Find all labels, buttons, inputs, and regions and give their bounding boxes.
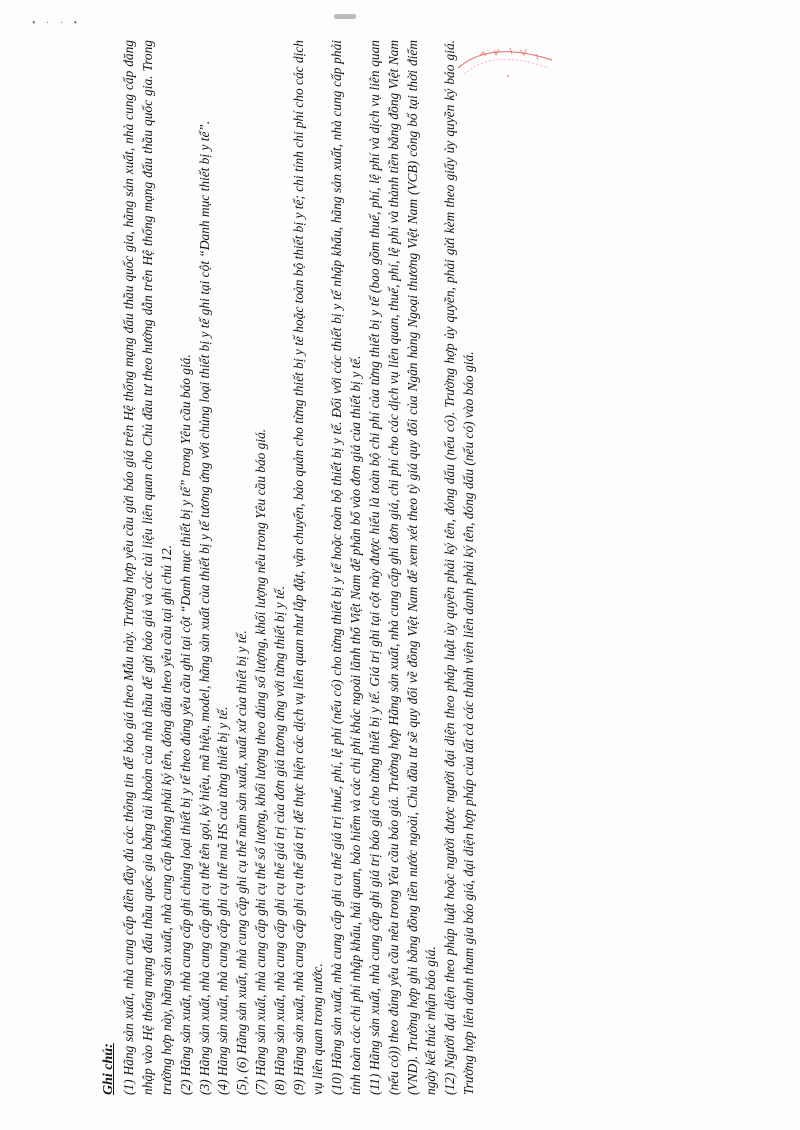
note-12: (12) Người đại diện theo pháp luật hoặc người được người đại diện theo pháp luật ủy quyền phải ký tên, đóng dấu (nếu có). Trường hợp ủy quyền, phải gửi kèm theo giấy ủy quyền ký báo giá. Trường hợp liên danh tham gia báo giá, đại diện hợp pháp của tất cả các thành viên liên danh phải ký tên, đóng dấu (nếu có) vào báo giá. (442, 40, 477, 1095)
note-4: (4) Hãng sản xuất, nhà cung cấp ghi cụ thể mã HS của từng thiết bị y tế. (215, 706, 231, 1095)
note-2: (2) Hãng sản xuất, nhà cung cấp ghi chủng loại thiết bị y tế theo đúng yêu cầu ghi tại cột “Danh mục thiết bị y tế” trong Yêu cầu báo giá. (177, 354, 193, 1095)
corner-marks: • · · • (32, 18, 82, 29)
notes-heading: Ghi chú: (101, 1043, 116, 1095)
note-10: (10) Hãng sản xuất, nhà cung cấp ghi cụ thể giá trị thuế, phí, lệ phí (nếu có) cho từng thiết bị y tế hoặc toàn bộ thiết bị y tế. Đối với các thiết bị y tế nhập khẩu, hãng sản xuất, nhà cung cấp phải tính toàn các chi phí nhập khẩu, hải quan, bảo hiểm và các chi phí khác ngoài lãnh thổ Việt Nam để phân bổ vào đơn giá của thiết bị y tế. (328, 40, 363, 1095)
notes-section (100, 40, 680, 1095)
note-11: (11) Hãng sản xuất, nhà cung cấp ghi giá trị báo giá cho từng thiết bị y tế. Giá trị ghi tại cột này được hiểu là toàn bộ chi phí của từng thiết bị y tế (bao gồm thuế, phí, lệ phí và dịch vụ liên quan (nếu có)) theo đúng yêu cầu nêu trong Yêu cầu báo giá. Trường hợp Hãng sản xuất, nhà cung cấp ghi đơn giá, chi phí cho các dịch vụ liên quan, thuế, phí, lệ phí và thành tiền bằng đồng Việt Nam (VND). Trường hợp ghi bằng đồng tiền nước ngoài, Chủ đầu tư sẽ quy đổi về đồng Việt Nam để xem xét theo tỷ giá quy đổi của Ngân hàng Ngoại thương Việt Nam (VCB) công bố tại thời điểm ngày kết thúc nhận báo giá. (366, 40, 439, 1095)
note-3: (3) Hãng sản xuất, nhà cung cấp ghi cụ thể tên gọi, ký hiệu, mã hiệu, model, hãng sản xuất của thiết bị y tế tương ứng với chủng loại thiết bị y tế ghi tại cột “Danh mục thiết bị y tế”. (196, 120, 212, 1095)
scan-mark (334, 14, 356, 19)
note-7: (7) Hãng sản xuất, nhà cung cấp ghi cụ thể số lượng, khối lượng theo đúng số lượng, khối lượng nêu trong Yêu cầu báo giá. (253, 428, 269, 1095)
note-5-6: (5), (6) Hãng sản xuất, nhà cung cấp ghi cụ thể năm sản xuất, xuất xứ của thiết bị y tế. (234, 630, 250, 1095)
note-1: (1) Hãng sản xuất, nhà cung cấp điền đầy đủ các thông tin để báo giá theo Mẫu này. Trường hợp yêu cầu gửi báo giá trên Hệ thống mạng đấu thầu quốc gia, hãng sản xuất, nhà cung cấp đăng nhập vào Hệ thống mạng đấu thầu quốc gia bằng tài khoản của nhà thầu để gửi báo giá và các tài liệu liên quan cho Chủ đầu tư theo hướng dẫn trên Hệ thống mạng đấu thầu quốc gia. Trong trường hợp này, hãng sản xuất, nhà cung cấp không phải ký tên, đóng dấu theo yêu cầu tại ghi chú 12. (120, 40, 174, 1095)
note-9: (9) Hãng sản xuất, nhà cung cấp ghi cụ thể giá trị để thực hiện các dịch vụ liên quan như lắp đặt, vận chuyển, bảo quản cho từng thiết bị y tế hoặc toàn bộ thiết bị y tế; chi tính chi phí cho các dịch vụ liên quan trong nước. (291, 40, 325, 1095)
note-8: (8) Hãng sản xuất, nhà cung cấp ghi cụ thể giá trị của đơn giá tương ứng với từng thiết bị y tế. (272, 586, 288, 1095)
